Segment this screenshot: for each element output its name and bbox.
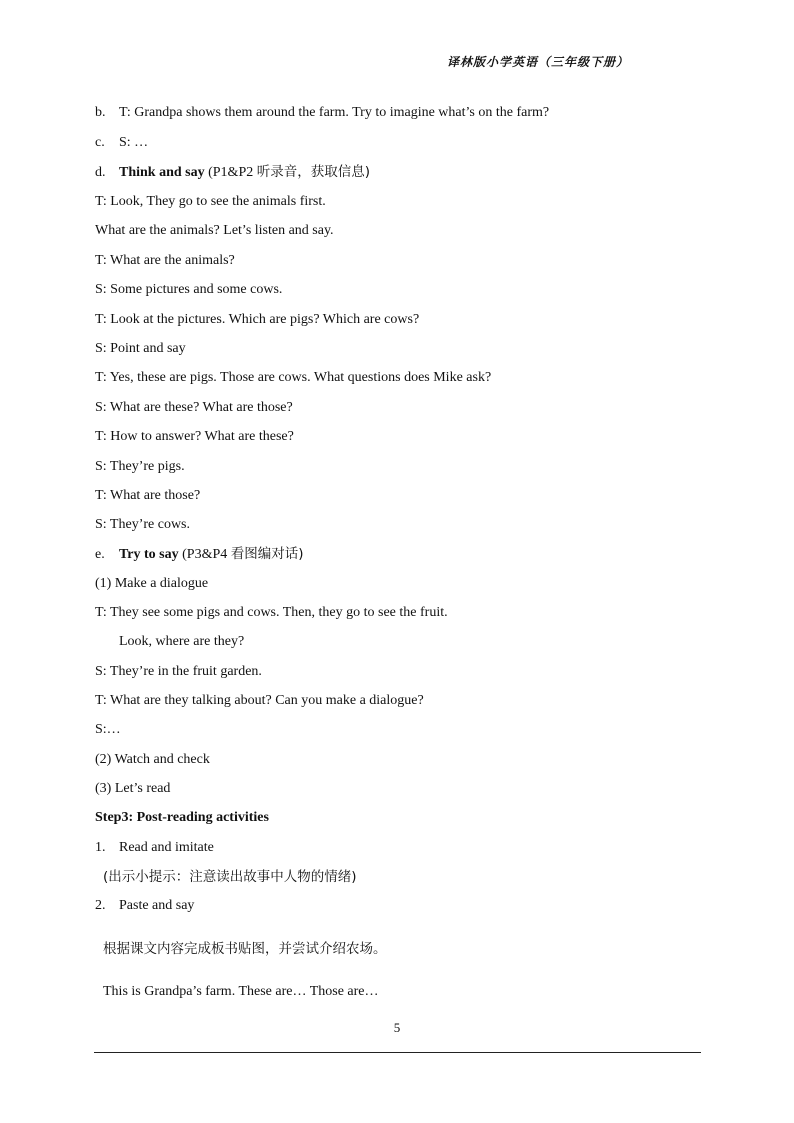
dialogue-line: S: Point and say [95,341,186,356]
item-d-heading [95,162,370,182]
step3-heading: Step3: Post-reading activities [95,810,269,825]
dialogue-line: (3) Let’s read [95,781,171,796]
page-number: 5 [393,1020,401,1035]
dialogue-line: S:… [95,722,121,737]
step3-item-2-example: This is Grandpa’s farm. These are… Those are… [103,984,379,999]
step3-item-1 [95,838,214,858]
page-header: 译林版小学英语（三年级下册） [446,55,629,69]
item-b-label: b. [95,105,106,120]
dialogue-line: (1) Make a dialogue [95,576,209,591]
dialogue-line: T: They see some pigs and cows. Then, they go to see the fruit. [95,605,448,620]
step3-item-1-note: (出示小提示：注意读出故事中人物的情绪) [103,869,357,885]
item-e-label: e. [95,547,105,562]
dialogue-line: T: What are they talking about? Can you make a dialogue? [95,693,424,708]
step3-item-1-number: 1. [95,840,106,855]
step3-item-2 [95,896,194,916]
item-e-pages: (P3&P4 [178,547,231,562]
dialogue-line: Look, where are they? [119,634,245,649]
item-d-pages: (P1&P2 [204,165,257,180]
item-d-label: d. [95,165,106,180]
dialogue-line: S: They’re cows. [95,517,190,532]
dialogue-line: (2) Watch and check [95,752,210,767]
dialogue-line: T: What are those? [95,488,201,503]
item-e-note: 看图编对话) [230,546,304,562]
dialogue-line: T: Yes, these are pigs. Those are cows. What questions does Mike ask? [95,370,492,385]
dialogue-line: S: What are these? What are those? [95,400,293,415]
dialogue-line: S: Some pictures and some cows. [95,282,283,297]
item-c [95,133,148,153]
item-e-title: Try to say [119,547,179,562]
dialogue-line: T: Look at the pictures. Which are pigs? Which are cows? [95,312,420,327]
item-c-label: c. [95,135,105,150]
item-c-text: S: … [119,135,149,150]
item-e-heading [95,544,304,564]
step3-item-2-number: 2. [95,898,106,913]
dialogue-line: What are the animals? Let’s listen and say. [95,223,334,238]
item-d-title: Think and say [119,165,205,180]
item-d-note: 听录音，获取信息) [256,164,371,180]
dialogue-line: S: They’re pigs. [95,459,185,474]
step3-item-2-instruction: 根据课文内容完成板书贴图，并尝试介绍农场。 [103,941,387,957]
footer-divider [94,1052,701,1053]
dialogue-line: T: Look, They go to see the animals first. [95,194,326,209]
item-b-text: T: Grandpa shows them around the farm. Try to imagine what’s on the farm? [119,105,550,120]
item-b [95,103,549,123]
dialogue-line: T: How to answer? What are these? [95,429,294,444]
step3-item-1-text: Read and imitate [119,840,214,855]
dialogue-line: T: What are the animals? [95,253,235,268]
dialogue-line: S: They’re in the fruit garden. [95,664,262,679]
step3-item-2-text: Paste and say [119,898,195,913]
